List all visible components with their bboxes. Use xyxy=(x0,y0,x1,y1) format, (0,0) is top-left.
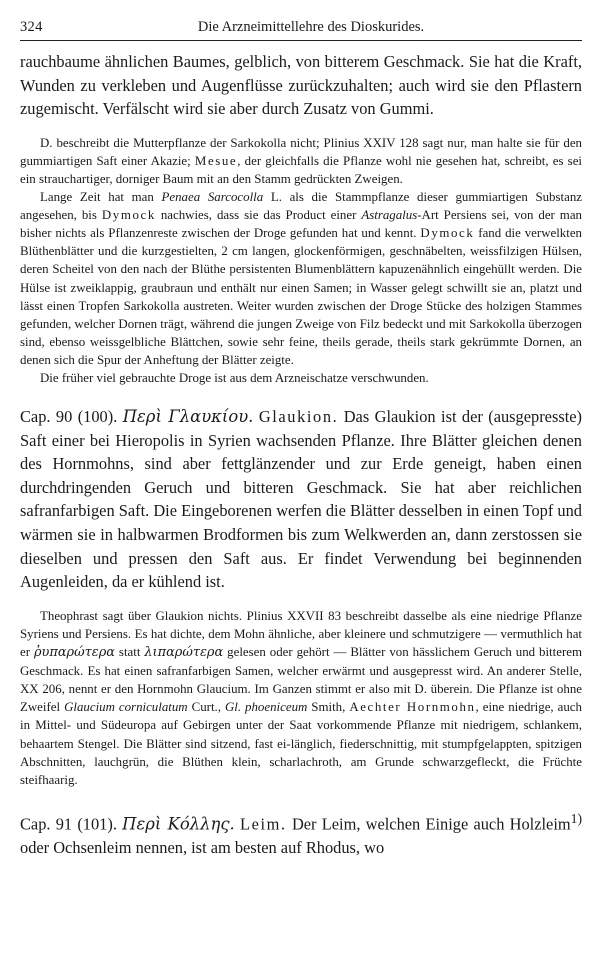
footnote-marker: 1) xyxy=(570,810,582,826)
chapter-greek-title: Περὶ Κόλλης. xyxy=(122,814,235,834)
greek-word: ῥυπαρώτερα xyxy=(33,645,115,661)
author-name-dymock: Dymock xyxy=(101,208,156,223)
chapter-name: Leim. xyxy=(240,814,287,834)
chapter-text: Das Glaukion ist der (ausgepresste) Saft einer bei Hieropolis in Syrien wachsenden Pflanze. Ihre Blätter gleichen denen des Hornmohns, sind aber fettglänzender und zur Erde geneigt, haben einen durchdringenden Geruch und bitteren Geschmack. Sie hat aber reichlichen safranfarbigen Saft. Die Eingeborenen werfen die Blätter desselben in einen Topf und wärmen sie in halbwarmen Brodformen bis zum Welkwerden an, dann zerstossen sie dieselben und pressen den Saft aus. Er findet Verwendung bei beginnenden Augenleiden, da er kühlend ist. xyxy=(20,407,582,592)
note-text: Smith, xyxy=(307,700,350,715)
chapter-text: oder Ochsenleim nennen, ist am besten auf Rhodus, wo xyxy=(20,837,385,857)
spacer xyxy=(20,789,582,807)
page-number: 324 xyxy=(20,19,43,35)
greek-word: λιπαρώτερα xyxy=(144,645,224,661)
running-title: Die Arzneimittellehre des Dioskurides. xyxy=(197,19,425,35)
header-rule xyxy=(20,40,582,41)
note-droge: Die früher viel gebrauchte Droge ist aus dem Arzneischatze verschwunden. xyxy=(40,371,429,385)
species-name: Glaucium corniculatum xyxy=(64,700,188,715)
chapter-name: Glaukion. xyxy=(258,407,339,427)
note-text: fand die verwelkten Blüthenblätter und die kurzgestielten, 2 cm langen, glockenförmigen, geschnäbelten, weissfilzigen Hülsen, deren Scheitel von den nach der Blüthe persistenten Blumenblättern kapuzenähnlich eingehüllt werden. Die Hülse ist zweiklappig, graubraun und enthält nur einen Samen; in Wasser gelegt schwillt sie an, platzt und lässt einen Tropfen Sarkokolla austreten. Weiter wurden zwischen der Droge Stücke des holzigen Stammes gefunden, welcher Dornen trägt, während die jungen Zweige von Filz bedeckt und mit Sarkokolla überzogen sind, ebenso weissgelbliche Blättchen, sowie sehr feine, theils gerade, theils stark gekrümmte Dornen, an denen sich die Spur der Anheftung der Blätter zeigte. xyxy=(20,226,582,367)
note-text: gelesen oder gehört — Blätter von hässlichem Geruch und bitterem Geschmack. Es hat einen safranfarbigen Samen, welcher erwärmt und ausgepresst wird. An anderer Stelle, XX 206, nennt er den Hornmohn Glaucium. Im Ganzen stimmt er also mit D. überein. Die Pflanze ist ohne Zweifel xyxy=(20,645,582,715)
note-text: Lange Zeit hat man xyxy=(40,190,162,205)
note-text: nachwies, dass sie das Product einer xyxy=(155,208,362,223)
paragraph-sarkokolla-end: rauchbaume ähnlichen Baumes, gelblich, von bitterem Geschmack. Sie hat die Kraft, Wunden zu verkleben und Augenflüsse zurückzuhalten; auch wird sie den Pflastern zugemischt. Verfälscht wird sie aber durch Zusatz von Gummi. xyxy=(20,52,582,119)
book-page xyxy=(20,14,582,974)
note-text: statt xyxy=(114,645,145,660)
author-name-mesue: Mesue xyxy=(194,153,238,168)
note-text: -Art Persiens sei, von der man bisher nichts als Pflanzenreste zwischen der Droge gefunden hat und kennt. xyxy=(20,208,582,241)
chapter-greek-title: Περὶ Γλαυκίου. xyxy=(122,407,254,427)
note-text: , eine niedrige, auch in Mittel- und Südeuropa auf Gebirgen unter der Saat vorkommende Pflanze mit niedrigem, schlankem, behaartem Stengel. Die Blätter sind sitzend, fast ei-länglich, fiederschnittig, mit stumpfgelappten, spitzigen Abschnitten, lauchgrün, die Blüthen klein, scharlachroth, am Grunde schwarzgefleckt, die Früchte steifhaarig. xyxy=(20,700,582,787)
common-name: Aechter Hornmohn xyxy=(349,700,476,715)
note-text: L. als die Stammpflanze dieser gummiartigen Substanz angesehen, bis xyxy=(20,190,582,223)
genus-name: Astragalus xyxy=(361,208,418,223)
note-text: Curt., xyxy=(187,700,225,715)
author-name-dymock: Dymock xyxy=(420,226,475,241)
note-text: Theophrast sagt über Glaukion nichts. Plinius XXVII 83 beschreibt dasselbe als eine niedrige Pflanze Syriens und Persiens. Es hat dichte, dem Mohn ähnliche, aber kleinere und schmutzigere — vermuthlich hat er xyxy=(20,608,582,660)
chapter-91 xyxy=(20,807,582,860)
chapter-label: Cap. 90 (100). xyxy=(20,407,118,427)
species-name: Gl. phoeniceum xyxy=(224,700,308,715)
chapter-label: Cap. 91 (101). xyxy=(20,814,117,834)
chapter-90 xyxy=(20,405,582,594)
running-head xyxy=(20,14,582,42)
spacer xyxy=(20,387,582,405)
note-text: , der gleichfalls die Pflanze wohl nie gesehen hat, schreibt, es sei ein strauchartiger, dorniger Baum mit an den Stamm gedrückten Zweigen. xyxy=(20,153,582,186)
note-mutterpflanze xyxy=(20,134,582,188)
chapter-text: Der Leim, welchen Einige auch Holzleim xyxy=(291,814,571,834)
spacer xyxy=(20,121,582,134)
spacer xyxy=(20,594,582,607)
note-text: D. beschreibt die Mutterpflanze der Sarkokolla nicht; Plinius XXIV 128 sagt nur, man halte sie für den gummiartigen Saft einer Akazie; xyxy=(20,135,582,168)
species-name: Penaea Sarcocolla xyxy=(161,190,264,205)
note-glaukion xyxy=(20,607,582,789)
note-penaea xyxy=(20,188,582,369)
